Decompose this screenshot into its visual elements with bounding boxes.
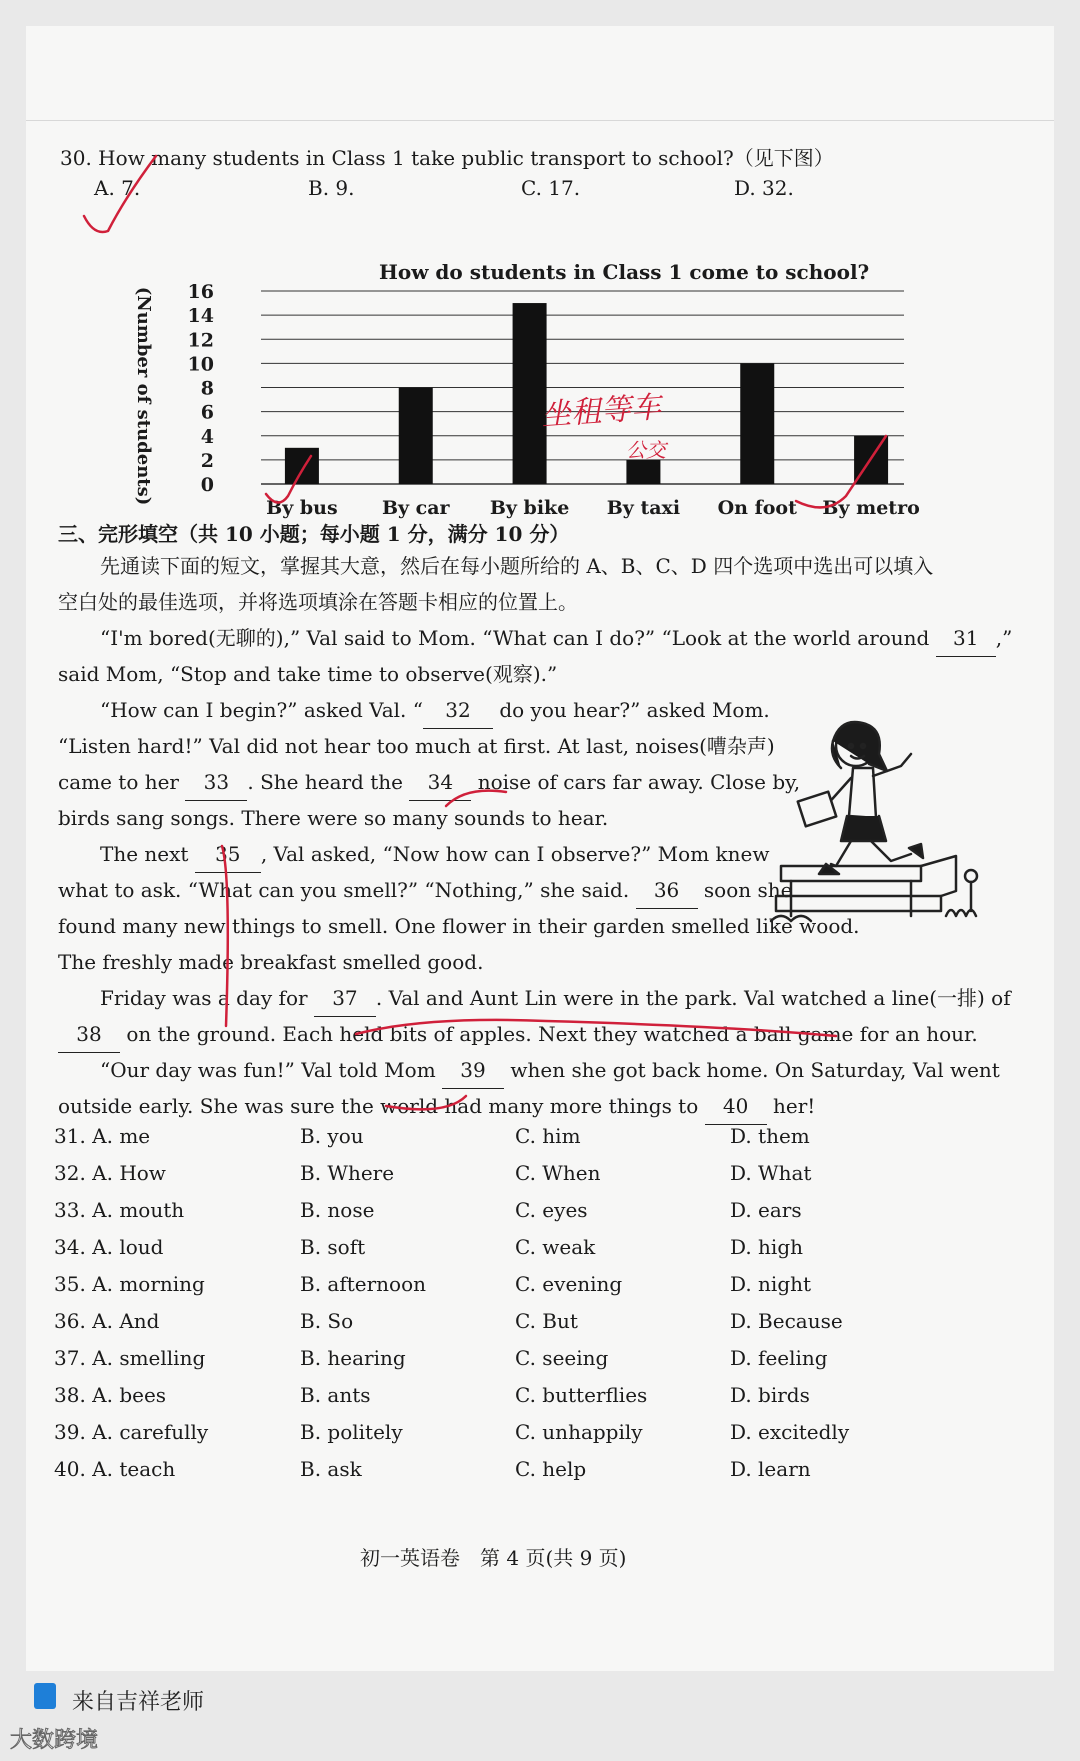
passage-text: on the ground. Each held bits of apples. Next they watched a ball game for an hour. <box>126 1022 978 1046</box>
choice-b: B. So <box>300 1309 354 1333</box>
choice-b: B. afternoon <box>300 1272 427 1296</box>
choice-d: D. high <box>730 1235 803 1259</box>
choice-c: C. eyes <box>515 1198 588 1222</box>
blank-37: 37 <box>314 980 376 1017</box>
watermark: 大数跨境 <box>10 1728 99 1753</box>
exam-page <box>26 26 1054 1671</box>
chart-title: How do students in Class 1 come to school? <box>379 260 870 284</box>
pen-marks-overlay <box>26 26 1054 1671</box>
q30-option-c: C. 17. <box>521 176 581 200</box>
choice-b: B. Where <box>300 1161 395 1185</box>
y-tick-label: 16 <box>187 281 214 303</box>
source-bar <box>0 1671 1080 1761</box>
y-tick-label: 2 <box>200 449 214 472</box>
choice-b: B. hearing <box>300 1346 406 1370</box>
choice-c: C. unhappily <box>515 1420 643 1444</box>
choice-a: 36. A. And <box>54 1309 160 1333</box>
choice-d: D. Because <box>730 1309 843 1333</box>
passage-text: , Val asked, “Now how can I observe?” Mom knew <box>260 842 770 866</box>
choice-c: C. him <box>515 1124 581 1148</box>
choice-d: D. them <box>730 1124 810 1148</box>
passage-line: said Mom, “Stop and take time to observe(观察).” <box>58 662 558 686</box>
passage-line: The freshly made breakfast smelled good. <box>58 950 484 974</box>
y-tick-label: 6 <box>200 401 214 424</box>
choice-a: 39. A. carefully <box>54 1420 209 1444</box>
choice-d: D. feeling <box>730 1346 828 1370</box>
y-tick-label: 0 <box>200 474 214 496</box>
passage-text: “How can I begin?” asked Val. “ <box>100 698 423 722</box>
blank-33: 33 <box>185 764 247 801</box>
passage-text: ,” <box>995 626 1013 650</box>
choice-c: C. help <box>515 1457 587 1481</box>
chart-y-axis-label: (Number of students) <box>133 286 154 506</box>
y-tick-label: 4 <box>200 425 214 448</box>
blank-31: 31 <box>936 620 996 657</box>
choice-a: 32. A. How <box>54 1161 166 1185</box>
choice-a: 33. A. mouth <box>54 1198 185 1222</box>
y-tick-label: 10 <box>187 353 214 376</box>
passage-text: “I'm bored(无聊的),” Val said to Mom. “What can I do?” “Look at the world around <box>100 626 930 650</box>
passage-text: The next <box>100 842 189 866</box>
choice-c: C. seeing <box>515 1346 609 1370</box>
passage-text: her! <box>772 1094 816 1118</box>
passage-text: Friday was a day for <box>100 986 308 1010</box>
blank-34: 34 <box>409 764 471 801</box>
passage-text: do you hear?” asked Mom. <box>499 698 770 722</box>
mark-breakfast <box>222 846 228 1026</box>
q30-option-b: B. 9. <box>308 176 355 200</box>
choice-b: B. ask <box>300 1457 362 1481</box>
arrow-39 <box>386 1096 466 1109</box>
y-tick-label: 14 <box>187 305 214 328</box>
section-title: 三、完形填空（共 10 小题；每小题 1 分，满分 10 分） <box>58 522 570 546</box>
passage-text: what to ask. “What can you smell?” “Nothing,” she said. <box>58 878 630 902</box>
handwritten-note-2: 公交 <box>626 438 666 462</box>
passage-text: came to her <box>58 770 179 794</box>
choice-d: D. excitedly <box>730 1420 850 1444</box>
x-category-label: By bike <box>489 497 570 519</box>
choice-d: D. night <box>730 1272 812 1296</box>
passage-text: . She heard the <box>247 770 403 794</box>
choice-a: 38. A. bees <box>54 1383 167 1407</box>
choice-b: B. you <box>300 1124 364 1148</box>
blank-35: 35 <box>195 836 261 873</box>
choice-c: C. butterflies <box>515 1383 648 1407</box>
passage-text: outside early. She was sure the world had many more things to <box>58 1094 699 1118</box>
x-category-label: By car <box>381 497 450 519</box>
choice-c: C. But <box>515 1309 578 1333</box>
arrow-37 <box>356 1020 836 1036</box>
choice-a: 40. A. teach <box>54 1457 176 1481</box>
blank-40: 40 <box>705 1088 767 1125</box>
x-category-label: By bus <box>266 497 338 519</box>
page-footer: 初一英语卷 第 4 页(共 9 页) <box>360 1546 627 1570</box>
choice-c: C. When <box>515 1161 601 1185</box>
check-mark-metro <box>796 436 886 507</box>
choice-a: 34. A. loud <box>54 1235 164 1259</box>
instruction-line-2: 空白处的最佳选项，并将选项填涂在答题卡相应的位置上。 <box>58 590 578 614</box>
choice-b: B. ants <box>300 1383 371 1407</box>
choice-a: 37. A. smelling <box>54 1346 206 1370</box>
choice-d: D. learn <box>730 1457 811 1481</box>
source-label[interactable]: 来自吉祥老师 <box>72 1690 205 1715</box>
app-logo-icon <box>34 1683 56 1709</box>
x-category-label: By taxi <box>606 497 681 519</box>
choice-d: D. What <box>730 1161 812 1185</box>
choice-c: C. weak <box>515 1235 596 1259</box>
choice-a: 35. A. morning <box>54 1272 205 1296</box>
choice-c: C. evening <box>515 1272 623 1296</box>
x-category-label: On foot <box>717 497 797 519</box>
passage-line: birds sang songs. There were so many sounds to hear. <box>58 806 609 830</box>
passage-text: when she got back home. On Saturday, Val went <box>510 1058 1000 1082</box>
passage-text: . Val and Aunt Lin were in the park. Val watched a line(一排) of <box>375 986 1011 1010</box>
choice-a: 31. A. me <box>54 1124 151 1148</box>
blank-39: 39 <box>442 1052 504 1089</box>
q30-option-a: A. 7. <box>94 176 141 200</box>
choice-b: B. nose <box>300 1198 375 1222</box>
check-mark-q30 <box>84 156 156 232</box>
passage-line: “Listen hard!” Val did not hear too much at first. At last, noises(嘈杂声) <box>58 734 775 758</box>
q30-stem: 30. How many students in Class 1 take public transport to school?（见下图） <box>60 146 834 170</box>
arrow-at-first <box>446 791 506 806</box>
handwritten-note: 坐租等车 <box>540 389 663 434</box>
blank-38: 38 <box>58 1016 120 1053</box>
passage-text: soon she <box>703 878 793 902</box>
passage-line: found many new things to smell. One flower in their garden smelled like wood. <box>58 914 860 938</box>
choice-b: B. politely <box>300 1420 403 1444</box>
choice-d: D. birds <box>730 1383 810 1407</box>
choice-b: B. soft <box>300 1235 366 1259</box>
y-tick-label: 12 <box>187 329 214 352</box>
y-tick-label: 8 <box>200 377 214 400</box>
check-mark-bus <box>266 456 311 503</box>
blank-32: 32 <box>423 692 493 729</box>
blank-36: 36 <box>636 872 698 909</box>
passage-text: noise of cars far away. Close by, <box>477 770 801 794</box>
x-category-label: By metro <box>822 497 920 519</box>
instruction-line-1: 先通读下面的短文，掌握其大意，然后在每小题所给的 A、B、C、D 四个选项中选出可以填入 <box>100 554 934 578</box>
q30-option-d: D. 32. <box>734 176 794 200</box>
passage-text: “Our day was fun!” Val told Mom <box>100 1058 436 1082</box>
choice-d: D. ears <box>730 1198 802 1222</box>
